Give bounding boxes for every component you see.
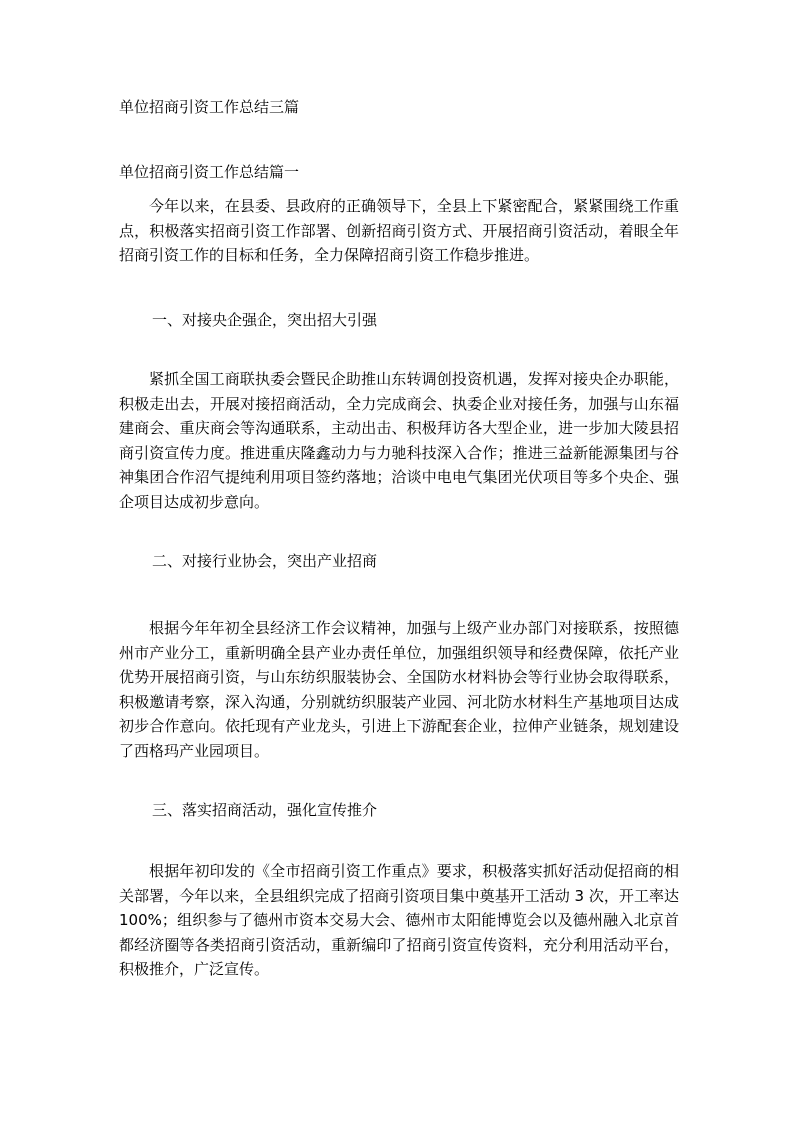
- heading-section-2: 二、对接行业协会，突出产业招商: [152, 552, 378, 570]
- document-title: 单位招商引资工作总结三篇: [119, 98, 300, 116]
- heading-section-1: 一、对接央企强企，突出招大引强: [152, 311, 378, 329]
- paragraph-section-1: 紧抓全国工商联执委会暨民企助推山东转调创投资机遇，发挥对接央企办职能，积极走出去，开展对接招商活动，全力完成商会、执委企业对接任务，加强与山东福建商会、重庆商会等沟通联系，主动出击、积极拜访各大型企业，进一步加大陵县招商引资宣传力度。推进重庆隆鑫动力与力驰科技深入合作；推进三益新能源集团与谷神集团合作沼气提纯利用项目签约落地；洽谈中电电气集团光伏项目等多个央企、强企项目达成初步意向。: [119, 370, 679, 511]
- heading-section-3: 三、落实招商活动，强化宣传推介: [152, 801, 378, 819]
- paragraph-section-2: 根据今年年初全县经济工作会议精神，加强与上级产业办部门对接联系，按照德州市产业分工，重新明确全县产业办责任单位，加强组织领导和经费保障，依托产业优势开展招商引资，与山东纺织服装协会、全国防水材料协会等行业协会取得联系，积极邀请考察，深入沟通，分别就纺织服装产业园、河北防水材料生产基地项目达成初步合作意向。依托现有产业龙头，引进上下游配套企业，拉伸产业链条，规划建设了西格玛产业园项目。: [119, 619, 679, 760]
- section-title: 单位招商引资工作总结篇一: [119, 163, 300, 181]
- intro-paragraph: 今年以来，在县委、县政府的正确领导下，全县上下紧密配合，紧紧围绕工作重点，积极落实招商引资工作部署、创新招商引资方式、开展招商引资活动，着眼全年招商引资工作的目标和任务，全力保障招商引资工作稳步推进。: [119, 197, 679, 265]
- paragraph-section-3: 根据年初印发的《全市招商引资工作重点》要求，积极落实抓好活动促招商的相关部署，今年以来，全县组织完成了招商引资项目集中奠基开工活动 3 次，开工率达 100%；组织参与了德州市资本交易大会、德州市太阳能博览会以及德州融入北京首都经济圈等各类招商引资活动，重新编印了招商引资宣传资料，充分利用活动平台，积极推介，广泛宣传。: [119, 862, 679, 979]
